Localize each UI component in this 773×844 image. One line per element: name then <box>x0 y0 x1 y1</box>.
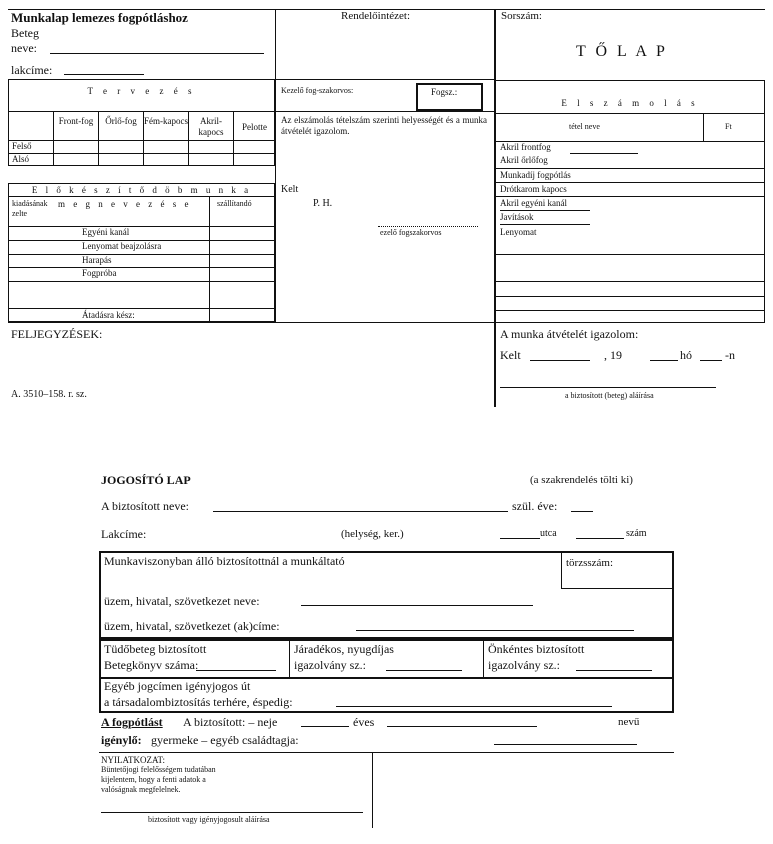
treatment-doctor-label: Kezelő fog-szakorvos: <box>281 86 354 95</box>
billing-item-1: Akril frontfog <box>500 142 551 152</box>
spouse-name-field[interactable] <box>387 726 537 727</box>
billing-fill <box>570 153 638 154</box>
prep-row-custom-tray: Egyéni kanál <box>82 227 130 237</box>
billing-line <box>495 254 765 255</box>
section-bottom-line <box>8 322 495 323</box>
billing-statement: Az elszámolás tételszám szerinti helyességét és a munka átvételét igazolom. <box>281 115 487 136</box>
billing-col-ft: Ft <box>725 122 732 131</box>
receipt-day-label: -n <box>725 348 735 362</box>
receipt-day-field[interactable] <box>700 360 722 361</box>
billing-item-3: Munkadíj fogpótlás <box>500 170 571 180</box>
billing-item-2: Akril őrlőfog <box>500 155 548 165</box>
planning-col-line <box>233 111 234 166</box>
billing-line <box>495 113 765 114</box>
prep-col-line <box>209 196 210 322</box>
billing-line <box>495 310 765 311</box>
declaration-signature-caption: biztosított vagy igényjogosult aláírása <box>148 815 270 824</box>
planning-row-line <box>8 140 275 141</box>
street-field[interactable] <box>500 538 540 539</box>
prep-row-ready: Átadásra kész: <box>82 310 135 320</box>
receipt-signature-caption: a biztosított (beteg) aláírása <box>565 391 654 400</box>
requester-label: igénylő: <box>101 733 142 747</box>
prep-line <box>8 254 275 255</box>
other-entitlement-label: Egyéb jogcímen igényjogos út <box>104 679 251 693</box>
residence-label: Lakcíme: <box>101 527 147 541</box>
years-label: éves <box>353 715 375 729</box>
billing-line <box>495 296 765 297</box>
entitlement-note: (a szakrendelés tölti ki) <box>530 474 633 486</box>
col-metal-clasp: Fém-kapocs <box>144 116 188 126</box>
patient-label: Beteg <box>11 26 39 40</box>
declaration-title: NYILATKOZAT: <box>101 755 166 765</box>
family-member-field[interactable] <box>494 744 637 745</box>
prep-line <box>8 226 275 227</box>
insured-name-label: A biztosított neve: <box>101 499 189 513</box>
billing-col-line <box>703 113 704 141</box>
receipt-place-field[interactable] <box>530 360 590 361</box>
prep-line <box>8 267 275 268</box>
prep-row-impression: Lenyomat beajzolásra <box>82 241 162 251</box>
planning-row-line <box>8 153 275 154</box>
voluntary-label: Önkéntes biztosított <box>488 642 585 656</box>
row-upper: Felső <box>12 141 32 151</box>
other-entitlement-label-2: a társadalombiztosítás terhére, éspedig: <box>104 695 293 709</box>
prep-line <box>8 281 275 282</box>
billing-fill <box>500 224 590 225</box>
patient-name-field[interactable] <box>50 53 264 54</box>
receipt-month-label: hó <box>680 348 692 362</box>
tb-number-label: Betegkönyv száma: <box>104 658 199 672</box>
prep-heading: E l ő k é s z í t ő d ö b m u n k a <box>31 185 252 195</box>
plant-address-field[interactable] <box>356 630 634 631</box>
prep-col-deliver: szállítandó <box>217 199 252 208</box>
prep-col-name: m e g n e v e z é s e <box>58 199 192 209</box>
prep-row-tryin: Fogpróba <box>82 268 117 278</box>
declaration-line-1: Büntetőjogi felelősségem tudatában <box>101 765 216 774</box>
register-number-label: törzsszám: <box>566 557 614 569</box>
prep-line <box>8 196 275 197</box>
receipt-text: A munka átvételét igazolom: <box>500 327 639 341</box>
declaration-line-2: kijelentem, hogy a fenti adatok a <box>101 775 206 784</box>
birth-year-label: szül. éve: <box>512 499 558 513</box>
denture-request-label: A fogpótlást <box>101 715 163 729</box>
divider-left <box>275 9 276 322</box>
billing-line <box>495 168 765 169</box>
serial-label: Sorszám: <box>501 10 542 22</box>
child-relation-label: gyermeke – egyéb családtagja: <box>151 733 299 747</box>
billing-item-7: Lenyomat <box>500 227 537 237</box>
tb-number-field[interactable] <box>196 670 276 671</box>
insurance-col-line <box>483 639 484 679</box>
declaration-line-3: valóságnak megfelelnek. <box>101 785 181 794</box>
plant-name-field[interactable] <box>301 605 533 606</box>
locality-label: (helység, ker.) <box>341 528 404 540</box>
receipt-month-field[interactable] <box>650 360 678 361</box>
employer-heading: Munkaviszonyban álló biztosítottnál a munkáltató <box>104 554 345 568</box>
annuity-id-field[interactable] <box>386 670 462 671</box>
house-number-label: szám <box>626 528 647 539</box>
plant-address-label: üzem, hivatal, szövetkezet (ak)címe: <box>104 619 280 633</box>
patient-address-field[interactable] <box>64 74 144 75</box>
insurance-col-line <box>289 639 290 679</box>
institution-label: Rendelőintézet: <box>341 10 411 22</box>
address-label: lakcíme: <box>11 63 53 77</box>
dentist-code-label: Fogsz.: <box>431 87 458 97</box>
voluntary-id-field[interactable] <box>576 670 652 671</box>
doctor-signature-caption: ezelő fogszakorvos <box>380 228 442 237</box>
billing-item-6: Javítások <box>500 212 534 222</box>
stub-title: T Ő L A P <box>576 43 668 60</box>
insured-relation-label: A biztosított: – neje <box>183 715 278 729</box>
voluntary-id-label: igazolvány sz.: <box>488 658 560 672</box>
billing-item-5: Akril egyéni kanál <box>500 198 567 208</box>
notes-label: FELJEGYZÉSEK: <box>11 327 103 341</box>
treatment-date-label: Kelt <box>281 184 299 195</box>
receipt-date-label: Kelt <box>500 348 521 362</box>
prep-line <box>8 308 275 309</box>
birth-year-field[interactable] <box>571 511 593 512</box>
col-front: Front-fog <box>58 116 94 126</box>
planning-heading: T e r v e z é s <box>87 86 196 96</box>
street-label: utca <box>540 528 557 539</box>
billing-line <box>495 196 765 197</box>
billing-fill <box>500 210 590 211</box>
house-number-field[interactable] <box>576 538 624 539</box>
prep-col-issue: kiadásának zelte <box>12 199 48 218</box>
billing-col-item: tétel neve <box>569 122 600 131</box>
col-acrylic-clasp: Akril-kapocs <box>198 116 224 137</box>
bottom-rule <box>99 752 674 753</box>
receipt-year-label: , 19 <box>604 348 622 362</box>
billing-line <box>495 281 765 282</box>
billing-line <box>495 182 765 183</box>
seal-label: P. H. <box>313 198 333 209</box>
billing-heading: E l s z á m o l á s <box>561 98 699 108</box>
doctor-signature-line[interactable] <box>378 226 478 227</box>
billing-item-4: Drótkarom kapocs <box>500 184 567 194</box>
other-entitlement-field[interactable] <box>336 706 612 707</box>
declaration-signature-line[interactable] <box>101 812 363 813</box>
form-title: Munkalap lemezes fogpótláshoz <box>11 10 188 25</box>
col-pelotte: Pelotte <box>242 122 267 132</box>
prep-row-bite: Harapás <box>82 255 112 265</box>
declaration-divider <box>372 752 373 828</box>
name-label: neve: <box>11 41 37 55</box>
col-molar: Őrlő-fog <box>105 116 137 126</box>
treatment-line <box>275 111 494 112</box>
insured-name-field[interactable] <box>213 511 508 512</box>
form-code: A. 3510–158. r. sz. <box>11 389 87 400</box>
named-label: nevű <box>618 716 640 728</box>
spouse-age-field[interactable] <box>301 726 349 727</box>
row-lower: Alsó <box>12 154 30 164</box>
annuity-label: Járadékos, nyugdíjas <box>294 642 394 656</box>
planning-row-line <box>8 111 275 112</box>
receipt-signature-line[interactable] <box>500 387 716 388</box>
entitlement-title: JOGOSÍTÓ LAP <box>101 473 191 487</box>
tb-patient-label: Tüdőbeteg biztosított <box>104 642 207 656</box>
annuity-id-label: igazolvány sz.: <box>294 658 366 672</box>
plant-name-label: üzem, hivatal, szövetkezet neve: <box>104 594 260 608</box>
